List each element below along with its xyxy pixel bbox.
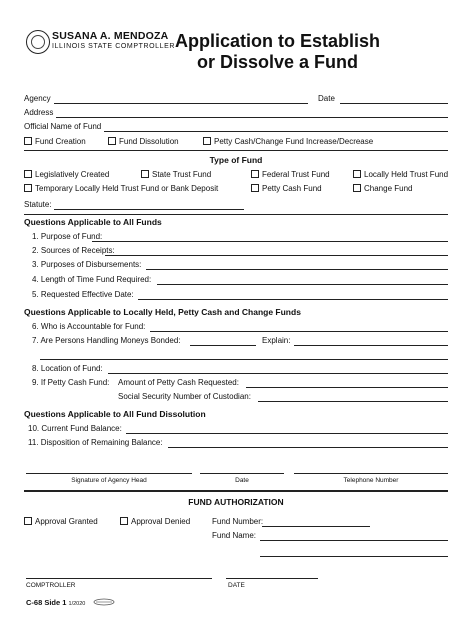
address-label: Address bbox=[24, 108, 54, 117]
dissolution-heading: Questions Applicable to All Fund Dissolution bbox=[24, 409, 206, 419]
fund-name-field[interactable] bbox=[260, 540, 448, 541]
explain-field[interactable] bbox=[294, 345, 448, 346]
q5-field[interactable] bbox=[138, 299, 448, 300]
option-label: Federal Trust Fund bbox=[262, 170, 330, 179]
temporary-locally-held-option[interactable] bbox=[24, 184, 218, 194]
form-revision: 1/2020 bbox=[68, 601, 86, 607]
fund-dissolution-label: Fund Dissolution bbox=[119, 137, 179, 146]
comptroller-date-field[interactable] bbox=[226, 578, 318, 579]
q1-label: 1. Purpose of Fund: bbox=[32, 232, 103, 241]
date-label: Date bbox=[318, 94, 335, 103]
checkbox-icon[interactable] bbox=[24, 517, 32, 525]
checkbox-icon[interactable] bbox=[108, 137, 116, 145]
checkbox-icon[interactable] bbox=[24, 170, 32, 178]
checkbox-icon[interactable] bbox=[24, 137, 32, 145]
agency-head-caption: Signature of Agency Head bbox=[71, 477, 147, 484]
signature-date-field[interactable] bbox=[200, 473, 284, 474]
official-name-label: Official Name of Fund bbox=[24, 122, 102, 131]
checkbox-icon[interactable] bbox=[141, 170, 149, 178]
q6-label: 6. Who is Accountable for Fund: bbox=[32, 322, 146, 331]
option-label: Locally Held Trust Fund bbox=[364, 170, 449, 179]
q10-label: 10. Current Fund Balance: bbox=[28, 424, 122, 433]
fund-dissolution-option[interactable] bbox=[108, 137, 179, 147]
address-field[interactable] bbox=[56, 117, 448, 118]
telephone-field[interactable] bbox=[294, 473, 448, 474]
fund-name-label: Fund Name: bbox=[212, 531, 257, 540]
option-label: State Trust Fund bbox=[152, 170, 212, 179]
agency-head-signature-field[interactable] bbox=[26, 473, 192, 474]
q6-field[interactable] bbox=[150, 331, 448, 332]
date-caption: Date bbox=[235, 477, 249, 484]
federal-trust-fund-option[interactable] bbox=[251, 170, 330, 180]
comptroller-date-caption: DATE bbox=[228, 582, 245, 589]
checkbox-icon[interactable] bbox=[251, 184, 259, 192]
q7-field[interactable] bbox=[190, 345, 256, 346]
agency-field[interactable] bbox=[54, 103, 308, 104]
option-label: Change Fund bbox=[364, 184, 413, 193]
type-of-fund-heading: Type of Fund bbox=[209, 155, 263, 165]
q4-label: 4. Length of Time Fund Required: bbox=[32, 275, 152, 284]
q5-label: 5. Requested Effective Date: bbox=[32, 290, 134, 299]
option-label: Approval Granted bbox=[35, 517, 98, 526]
agency-label: Agency bbox=[24, 94, 51, 103]
thick-divider bbox=[24, 490, 448, 492]
printed-logo-icon bbox=[92, 598, 116, 606]
fund-creation-label: Fund Creation bbox=[35, 137, 86, 146]
ssn-field[interactable] bbox=[258, 401, 448, 402]
comptroller-name: SUSANA A. MENDOZA bbox=[52, 30, 169, 42]
petty-cash-fund-option[interactable] bbox=[251, 184, 322, 194]
approval-granted-option[interactable] bbox=[24, 517, 98, 527]
all-funds-heading: Questions Applicable to All Funds bbox=[24, 217, 162, 227]
q8-field[interactable] bbox=[108, 373, 448, 374]
option-label: Temporary Locally Held Trust Fund or Bank Deposit bbox=[35, 184, 219, 193]
fund-number-field[interactable] bbox=[262, 526, 370, 527]
q7-label: 7. Are Persons Handling Moneys Bonded: bbox=[32, 336, 181, 345]
petty-cash-change-option[interactable] bbox=[203, 137, 373, 147]
statute-label: Statute: bbox=[24, 200, 52, 209]
amount-label: Amount of Petty Cash Requested: bbox=[118, 378, 239, 387]
fund-authorization-heading: FUND AUTHORIZATION bbox=[188, 497, 284, 507]
fund-name-field-continued[interactable] bbox=[260, 556, 448, 557]
comptroller-seal-icon bbox=[26, 30, 50, 54]
approval-denied-option[interactable] bbox=[120, 517, 190, 527]
q1-field[interactable] bbox=[92, 241, 448, 242]
fund-number-label: Fund Number: bbox=[212, 517, 264, 526]
title-line-1: Application to Establish bbox=[174, 31, 380, 51]
state-trust-fund-option[interactable] bbox=[141, 170, 211, 180]
legislatively-created-option[interactable] bbox=[24, 170, 109, 180]
date-field[interactable] bbox=[340, 103, 448, 104]
q9-label: 9. If Petty Cash Fund: bbox=[32, 378, 110, 387]
q8-label: 8. Location of Fund: bbox=[32, 364, 103, 373]
checkbox-icon[interactable] bbox=[251, 170, 259, 178]
checkbox-icon[interactable] bbox=[353, 170, 361, 178]
divider bbox=[24, 150, 448, 151]
comptroller-office: ILLINOIS STATE COMPTROLLER bbox=[52, 43, 176, 50]
fund-creation-option[interactable] bbox=[24, 137, 86, 147]
explain-field-continued[interactable] bbox=[40, 359, 448, 360]
title-line-2: or Dissolve a Fund bbox=[196, 52, 359, 72]
q3-field[interactable] bbox=[146, 269, 448, 270]
q2-label: 2. Sources of Receipts: bbox=[32, 246, 115, 255]
checkbox-icon[interactable] bbox=[24, 184, 32, 192]
option-label: Approval Denied bbox=[131, 517, 191, 526]
form-title bbox=[140, 31, 415, 73]
petty-cash-change-label: Petty Cash/Change Fund Increase/Decrease bbox=[214, 137, 374, 146]
ssn-label: Social Security Number of Custodian: bbox=[118, 392, 251, 401]
divider bbox=[24, 214, 448, 215]
q4-field[interactable] bbox=[157, 284, 448, 285]
q11-label: 11. Disposition of Remaining Balance: bbox=[28, 438, 163, 447]
checkbox-icon[interactable] bbox=[120, 517, 128, 525]
q11-field[interactable] bbox=[168, 447, 448, 448]
comptroller-signature-field[interactable] bbox=[26, 578, 212, 579]
q3-label: 3. Purposes of Disbursements: bbox=[32, 260, 142, 269]
change-fund-option[interactable] bbox=[353, 184, 412, 194]
explain-label: Explain: bbox=[262, 336, 291, 345]
checkbox-icon[interactable] bbox=[203, 137, 211, 145]
checkbox-icon[interactable] bbox=[353, 184, 361, 192]
amount-field[interactable] bbox=[246, 387, 448, 388]
q2-field[interactable] bbox=[105, 255, 448, 256]
comptroller-caption: COMPTROLLER bbox=[26, 582, 76, 589]
locally-held-trust-fund-option[interactable] bbox=[353, 170, 448, 180]
telephone-caption: Telephone Number bbox=[343, 477, 399, 484]
q10-field[interactable] bbox=[126, 433, 448, 434]
option-label: Petty Cash Fund bbox=[262, 184, 322, 193]
option-label: Legislatively Created bbox=[35, 170, 110, 179]
locally-held-heading: Questions Applicable to Locally Held, Petty Cash and Change Funds bbox=[24, 307, 301, 317]
statute-field[interactable] bbox=[54, 209, 244, 210]
form-id bbox=[26, 598, 85, 607]
form-id-label: C-68 Side 1 bbox=[26, 598, 67, 607]
official-name-field[interactable] bbox=[104, 131, 448, 132]
